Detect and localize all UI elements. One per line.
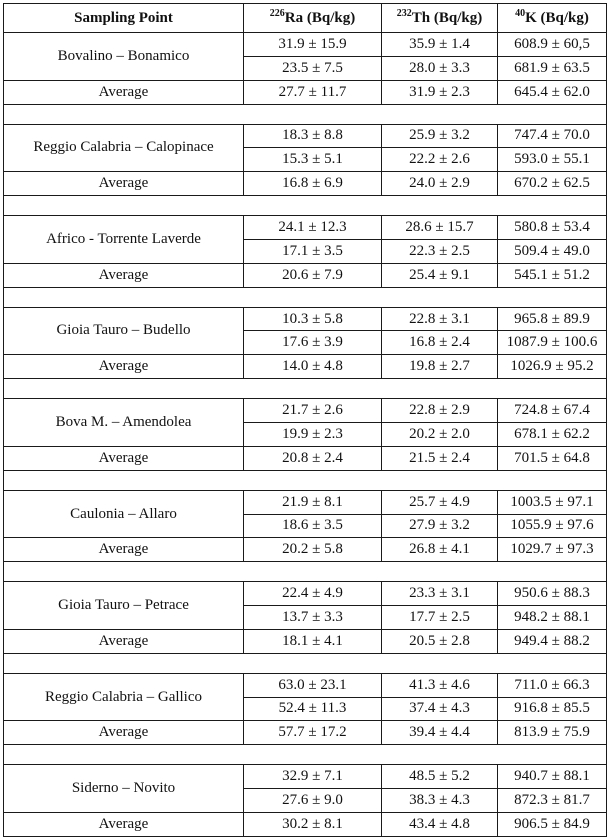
- spacer-cell: [4, 196, 607, 216]
- k-value: 872.3 ± 81.7: [498, 789, 607, 813]
- th-value: 22.2 ± 2.6: [382, 148, 498, 172]
- sampling-point-name: Reggio Calabria – Calopinace: [4, 124, 244, 172]
- th-value: 17.7 ± 2.5: [382, 606, 498, 630]
- ra-value: 15.3 ± 5.1: [244, 148, 382, 172]
- ra-value: 17.1 ± 3.5: [244, 239, 382, 263]
- sampling-point-name: Africo - Torrente Laverde: [4, 216, 244, 264]
- average-label: Average: [4, 172, 244, 196]
- spacer-cell: [4, 379, 607, 399]
- k-value: 681.9 ± 63.5: [498, 56, 607, 80]
- header-ra-label: Ra (Bq/kg): [284, 9, 356, 26]
- ra-value: 10.3 ± 5.8: [244, 307, 382, 331]
- k-average: 906.5 ± 84.9: [498, 812, 607, 836]
- ra-value: 32.9 ± 7.1: [244, 765, 382, 789]
- k-value: 1055.9 ± 97.6: [498, 514, 607, 538]
- ra-value: 13.7 ± 3.3: [244, 606, 382, 630]
- ra-average: 14.0 ± 4.8: [244, 355, 382, 379]
- spacer-cell: [4, 745, 607, 765]
- ra-value: 17.6 ± 3.9: [244, 331, 382, 355]
- average-label: Average: [4, 80, 244, 104]
- spacer-row: [4, 745, 607, 765]
- table-row: [4, 216, 607, 240]
- th-value: 35.9 ± 1.4: [382, 33, 498, 57]
- average-row: [4, 812, 607, 836]
- header-k-isotope: 40: [515, 7, 526, 19]
- ra-value: 19.9 ± 2.3: [244, 422, 382, 446]
- spacer-row: [4, 287, 607, 307]
- ra-average: 57.7 ± 17.2: [244, 721, 382, 745]
- th-value: 48.5 ± 5.2: [382, 765, 498, 789]
- ra-average: 20.6 ± 7.9: [244, 263, 382, 287]
- th-value: 38.3 ± 4.3: [382, 789, 498, 813]
- average-row: [4, 263, 607, 287]
- th-average: 31.9 ± 2.3: [382, 80, 498, 104]
- k-value: 965.8 ± 89.9: [498, 307, 607, 331]
- th-average: 26.8 ± 4.1: [382, 538, 498, 562]
- spacer-cell: [4, 562, 607, 582]
- spacer-row: [4, 104, 607, 124]
- table-row: [4, 33, 607, 57]
- sampling-point-name: Bova M. – Amendolea: [4, 399, 244, 447]
- spacer-row: [4, 379, 607, 399]
- average-row: [4, 629, 607, 653]
- k-average: 701.5 ± 64.8: [498, 446, 607, 470]
- th-value: 37.4 ± 4.3: [382, 697, 498, 721]
- average-row: [4, 538, 607, 562]
- table-row: [4, 673, 607, 697]
- data-table: [3, 3, 607, 837]
- table-row: [4, 124, 607, 148]
- ra-value: 63.0 ± 23.1: [244, 673, 382, 697]
- spacer-cell: [4, 104, 607, 124]
- th-average: 43.4 ± 4.8: [382, 812, 498, 836]
- k-value: 711.0 ± 66.3: [498, 673, 607, 697]
- spacer-row: [4, 653, 607, 673]
- average-label: Average: [4, 721, 244, 745]
- average-label: Average: [4, 446, 244, 470]
- sampling-point-name: Gioia Tauro – Petrace: [4, 582, 244, 630]
- spacer-cell: [4, 653, 607, 673]
- average-label: Average: [4, 355, 244, 379]
- k-value: 940.7 ± 88.1: [498, 765, 607, 789]
- average-label: Average: [4, 538, 244, 562]
- th-value: 22.8 ± 3.1: [382, 307, 498, 331]
- ra-average: 27.7 ± 11.7: [244, 80, 382, 104]
- table-row: [4, 399, 607, 423]
- header-k: [498, 4, 607, 33]
- sampling-point-name: Gioia Tauro – Budello: [4, 307, 244, 355]
- k-value: 916.8 ± 85.5: [498, 697, 607, 721]
- k-value: 724.8 ± 67.4: [498, 399, 607, 423]
- header-sampling-point: Sampling Point: [4, 4, 244, 33]
- table-row: [4, 582, 607, 606]
- ra-value: 24.1 ± 12.3: [244, 216, 382, 240]
- ra-value: 52.4 ± 11.3: [244, 697, 382, 721]
- th-value: 23.3 ± 3.1: [382, 582, 498, 606]
- k-average: 949.4 ± 88.2: [498, 629, 607, 653]
- table-row: [4, 307, 607, 331]
- average-row: [4, 721, 607, 745]
- header-k-label: K (Bq/kg): [525, 9, 589, 26]
- header-ra: [244, 4, 382, 33]
- k-value: 580.8 ± 53.4: [498, 216, 607, 240]
- th-value: 22.8 ± 2.9: [382, 399, 498, 423]
- k-value: 509.4 ± 49.0: [498, 239, 607, 263]
- ra-average: 20.8 ± 2.4: [244, 446, 382, 470]
- average-label: Average: [4, 263, 244, 287]
- ra-value: 31.9 ± 15.9: [244, 33, 382, 57]
- th-value: 27.9 ± 3.2: [382, 514, 498, 538]
- k-value: 678.1 ± 62.2: [498, 422, 607, 446]
- k-average: 1029.7 ± 97.3: [498, 538, 607, 562]
- k-value: 1003.5 ± 97.1: [498, 490, 607, 514]
- spacer-row: [4, 470, 607, 490]
- ra-value: 18.6 ± 3.5: [244, 514, 382, 538]
- spacer-row: [4, 562, 607, 582]
- th-average: 25.4 ± 9.1: [382, 263, 498, 287]
- th-average: 39.4 ± 4.4: [382, 721, 498, 745]
- th-value: 22.3 ± 2.5: [382, 239, 498, 263]
- k-average: 545.1 ± 51.2: [498, 263, 607, 287]
- th-average: 19.8 ± 2.7: [382, 355, 498, 379]
- header-row: [4, 4, 607, 33]
- average-row: [4, 80, 607, 104]
- k-value: 608.9 ± 60,5: [498, 33, 607, 57]
- k-value: 1087.9 ± 100.6: [498, 331, 607, 355]
- ra-average: 30.2 ± 8.1: [244, 812, 382, 836]
- average-row: [4, 172, 607, 196]
- sampling-point-name: Caulonia – Allaro: [4, 490, 244, 538]
- ra-value: 21.9 ± 8.1: [244, 490, 382, 514]
- th-value: 41.3 ± 4.6: [382, 673, 498, 697]
- ra-value: 23.5 ± 7.5: [244, 56, 382, 80]
- k-average: 813.9 ± 75.9: [498, 721, 607, 745]
- k-average: 645.4 ± 62.0: [498, 80, 607, 104]
- average-label: Average: [4, 629, 244, 653]
- ra-value: 22.4 ± 4.9: [244, 582, 382, 606]
- th-value: 28.6 ± 15.7: [382, 216, 498, 240]
- th-value: 28.0 ± 3.3: [382, 56, 498, 80]
- k-average: 1026.9 ± 95.2: [498, 355, 607, 379]
- spacer-row: [4, 196, 607, 216]
- table-row: [4, 490, 607, 514]
- ra-average: 16.8 ± 6.9: [244, 172, 382, 196]
- spacer-cell: [4, 470, 607, 490]
- spacer-cell: [4, 287, 607, 307]
- k-value: 950.6 ± 88.3: [498, 582, 607, 606]
- sampling-point-name: Bovalino – Bonamico: [4, 33, 244, 81]
- ra-average: 18.1 ± 4.1: [244, 629, 382, 653]
- average-row: [4, 446, 607, 470]
- ra-average: 20.2 ± 5.8: [244, 538, 382, 562]
- ra-value: 18.3 ± 8.8: [244, 124, 382, 148]
- sampling-point-name: Reggio Calabria – Gallico: [4, 673, 244, 721]
- average-label: Average: [4, 812, 244, 836]
- th-average: 20.5 ± 2.8: [382, 629, 498, 653]
- header-ra-isotope: 226: [269, 7, 285, 19]
- header-th-label: Th (Bq/kg): [411, 9, 483, 26]
- th-value: 25.7 ± 4.9: [382, 490, 498, 514]
- header-th-isotope: 232: [396, 7, 412, 19]
- th-average: 24.0 ± 2.9: [382, 172, 498, 196]
- k-value: 948.2 ± 88.1: [498, 606, 607, 630]
- k-value: 747.4 ± 70.0: [498, 124, 607, 148]
- table-body: [4, 33, 607, 837]
- ra-value: 27.6 ± 9.0: [244, 789, 382, 813]
- header-th: [382, 4, 498, 33]
- th-value: 16.8 ± 2.4: [382, 331, 498, 355]
- th-average: 21.5 ± 2.4: [382, 446, 498, 470]
- th-value: 25.9 ± 3.2: [382, 124, 498, 148]
- table-row: [4, 765, 607, 789]
- ra-value: 21.7 ± 2.6: [244, 399, 382, 423]
- th-value: 20.2 ± 2.0: [382, 422, 498, 446]
- k-average: 670.2 ± 62.5: [498, 172, 607, 196]
- average-row: [4, 355, 607, 379]
- sampling-point-name: Siderno – Novito: [4, 765, 244, 813]
- k-value: 593.0 ± 55.1: [498, 148, 607, 172]
